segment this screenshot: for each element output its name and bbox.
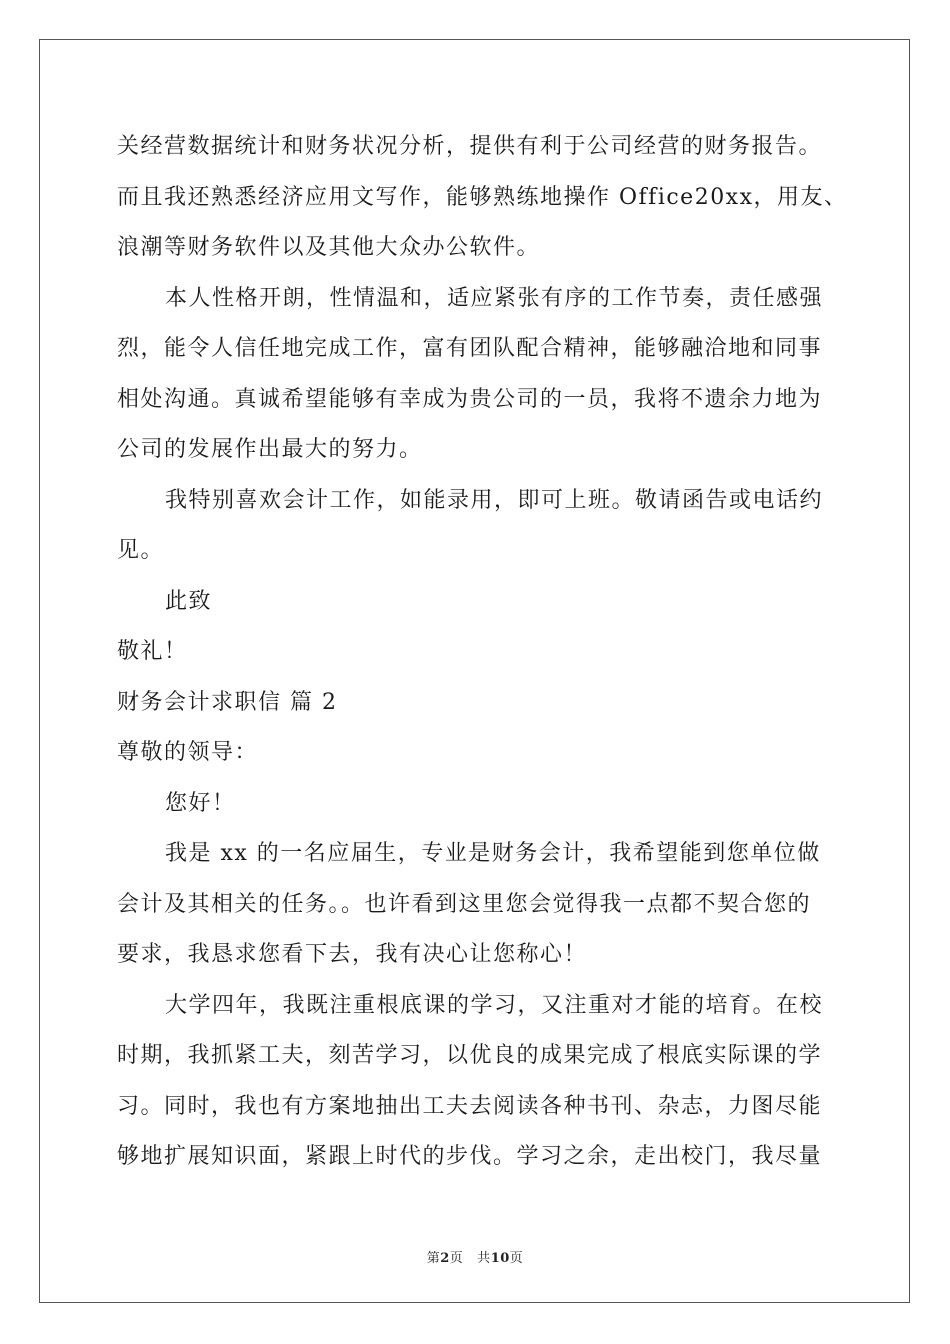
text-line: 公司的发展作出最大的努力。 [117,437,423,462]
page-footer [0,1247,950,1266]
text-line: 关经营数据统计和财务状况分析，提供有利于公司经营的财务报告。 [117,134,823,159]
text-line: 财务会计求职信 篇 2 [117,689,338,715]
text-line: 而且我还熟悉经济应用文写作，能够熟练地操作 Office20xx，用友、 [117,184,848,210]
text-line: 您好！ [165,790,236,816]
text-line: 会计及其相关的任务。。也许看到这里您会觉得我一点都不契合您的 [117,891,812,917]
page-number: 2 [440,1251,450,1266]
text-line: 够地扩展知识面，紧跟上时代的步伐。学习之余，走出校门，我尽量 [117,1144,823,1169]
text-line: 我是 xx 的一名应届生，专业是财务会计，我希望能到您单位做 [165,841,821,866]
text-line: 大学四年，我既注重根底课的学习，又注重对才能的培育。在校 [165,992,824,1018]
text-line: 相处沟通。真诚希望能够有幸成为贵公司的一员，我将不遗余力地为 [117,386,823,412]
text-line: 要求，我恳求您看下去，我有决心让您称心！ [117,942,588,967]
page-prefix: 第 [426,1251,441,1266]
page-suffix: 页 [449,1251,464,1266]
text-line: 烈，能令人信任地完成工作，富有团队配合精神，能够融洽地和同事 [117,336,823,361]
text-line: 习。同时，我也有方案地抽出工夫去阅读各种书刊、杂志，力图尽能 [117,1093,823,1119]
total-prefix: 共 [477,1251,491,1266]
text-line: 浪潮等财务软件以及其他大众办公软件。 [117,235,541,260]
text-line: 本人性格开朗，性情温和，适应紧张有序的工作节奏，责任感强 [165,285,824,311]
text-line: 时期，我抓紧工夫，刻苦学习，以优良的成果完成了根底实际课的学 [117,1043,823,1068]
text-line: 我特别喜欢会计工作，如能录用，即可上班。敬请函告或电话约 [165,487,824,513]
document-body [117,128,848,1189]
text-line: 尊敬的领导： [117,740,259,765]
total-suffix: 页 [509,1251,524,1266]
text-line: 敬礼！ [117,639,188,664]
text-line: 见。 [117,538,165,563]
text-line: 此致 [165,588,213,614]
total-pages: 10 [490,1251,510,1266]
